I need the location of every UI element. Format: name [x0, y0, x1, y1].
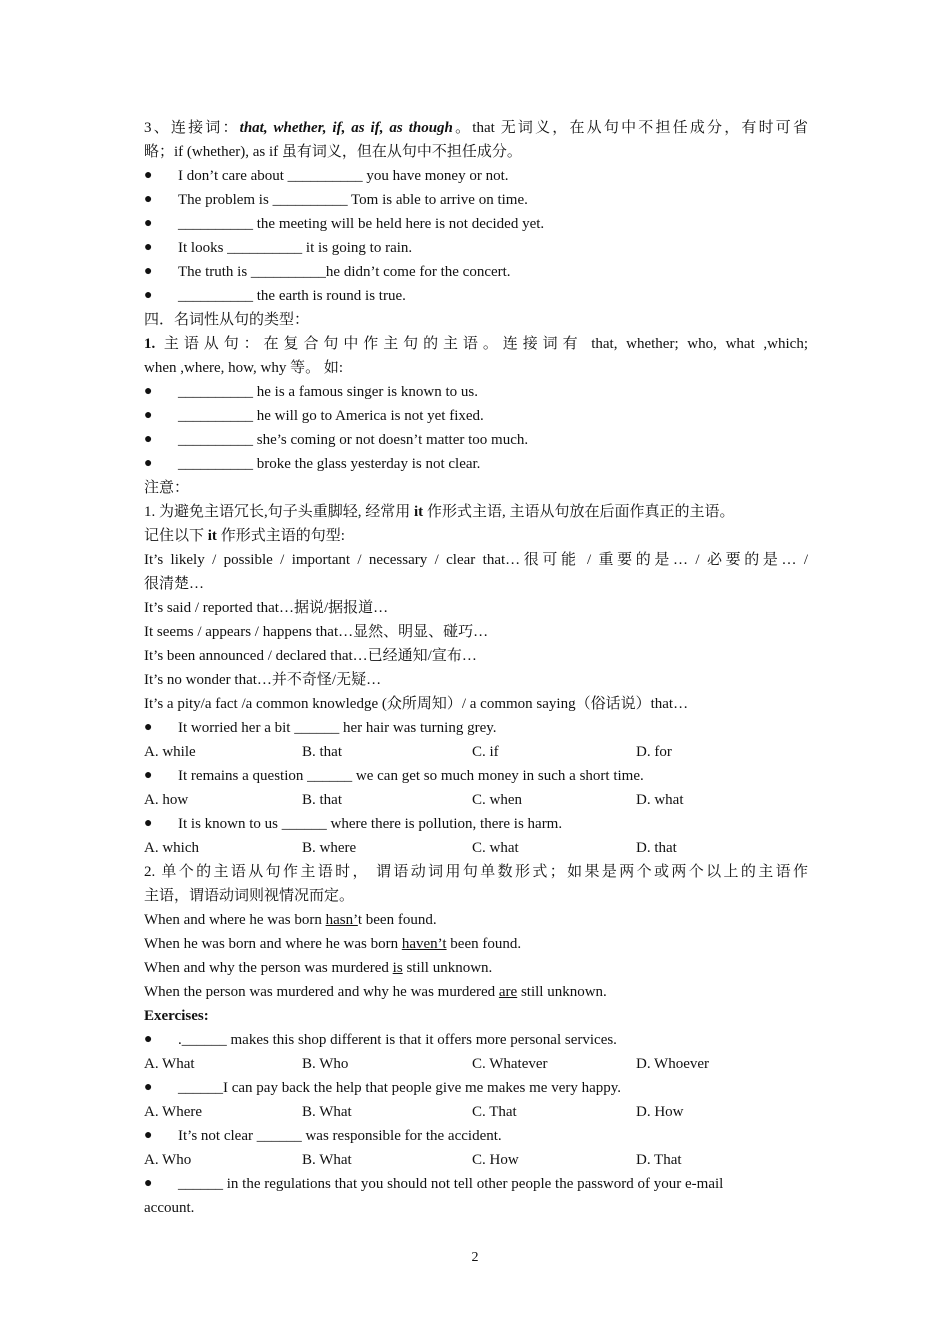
bullet-item: ● __________ he will go to America is not yet fixed.	[144, 404, 808, 428]
option-d: D. Whoever	[636, 1056, 710, 1072]
example-text: still unknown.	[517, 984, 607, 1000]
connectives-line-2: 略；if (whether), as if 虽有词义，但在从句中不担任成分。	[144, 144, 522, 160]
pattern-line: It’s likely / possible / important / necessary / clear that…很可能 / 重要的是… / 必要的是… /	[144, 552, 808, 568]
connectives-label: 3、连接词：	[144, 120, 240, 136]
question-stem: ● It worried her a bit ______ her hair was turning grey.	[144, 716, 808, 740]
option-a: A. Where	[144, 1104, 203, 1120]
option-a: A. What	[144, 1056, 195, 1072]
option-b: B. that	[302, 744, 342, 760]
question-stem: ● It is known to us ______ where there is pollution, there is harm.	[144, 812, 808, 836]
option-b: B. What	[302, 1152, 352, 1168]
option-b: B. that	[302, 792, 342, 808]
option-d: D. what	[636, 792, 684, 808]
note-text: 作形式主语的句型:	[216, 528, 345, 544]
note-text: 1. 为避免主语冗长,句子头重脚轻, 经常用	[144, 504, 415, 520]
option-b: B. where	[302, 840, 357, 856]
option-b: B. Who	[302, 1056, 349, 1072]
options-row	[144, 788, 808, 812]
note-keyword: it	[414, 504, 424, 520]
pattern-line: It’s no wonder that…并不奇怪/无疑…	[144, 672, 382, 688]
note-2-line-2: 主语，谓语动词则视情况而定。	[144, 888, 355, 904]
example-text: When and where he was born	[144, 912, 326, 928]
exercises-heading: Exercises:	[144, 1008, 209, 1024]
bullet-item: ● __________ broke the glass yesterday is not clear.	[144, 452, 808, 476]
question-stem: ● .______ makes this shop different is that it offers more personal services.	[144, 1028, 808, 1052]
option-a: A. Who	[144, 1152, 192, 1168]
note-heading: 注意：	[144, 480, 190, 496]
options-row	[144, 740, 808, 764]
question-stem: ● ______I can pay back the help that people give me makes me very happy.	[144, 1076, 808, 1100]
section-heading: 四．名词性从句的类型：	[144, 312, 310, 328]
pattern-line: It’s said / reported that…据说/据报道…	[144, 600, 389, 616]
option-a: A. how	[144, 792, 189, 808]
option-d: D. that	[636, 840, 677, 856]
options-row	[144, 1052, 808, 1076]
pattern-line: It’s been announced / declared that…已经通知/宣布…	[144, 648, 477, 664]
note-keyword: it	[207, 528, 217, 544]
option-c: C. Whatever	[472, 1056, 548, 1072]
connective-words: that, whether, if, as if, as though	[239, 120, 453, 136]
example-text: t been found.	[357, 912, 437, 928]
option-c: C. if	[472, 744, 499, 760]
example-text: been found.	[446, 936, 522, 952]
question-stem-continued: account.	[144, 1200, 195, 1216]
example-sentence	[144, 956, 808, 980]
example-sentence	[144, 908, 808, 932]
option-a: A. which	[144, 840, 199, 856]
options-row	[144, 1100, 808, 1124]
pattern-line: It’s a pity/a fact /a common knowledge (众所周知）/ a common saying（俗话说）that…	[144, 696, 689, 712]
item-number: 1.	[144, 336, 156, 352]
note-text: 记住以下	[144, 528, 208, 544]
question-stem: ● ______ in the regulations that you should not tell other people the password of your e-mail	[144, 1172, 808, 1196]
option-c: C. That	[472, 1104, 517, 1120]
subject-clause-line-2: when ,where, how, why 等。 如:	[144, 360, 343, 376]
example-text: When the person was murdered and why he was murdered	[144, 984, 499, 1000]
option-a: A. while	[144, 744, 196, 760]
underlined-verb: is	[392, 960, 403, 976]
question-stem: ● It’s not clear ______ was responsible for the accident.	[144, 1124, 808, 1148]
option-d: D. That	[636, 1152, 682, 1168]
bullet-item: ● __________ she’s coming or not doesn’t matter too much.	[144, 428, 808, 452]
example-text: When and why the person was murdered	[144, 960, 393, 976]
option-d: D. How	[636, 1104, 684, 1120]
document-page	[144, 116, 808, 1220]
note-2-line-1: 2. 单个的主语从句作主语时， 谓语动词用句单数形式；如果是两个或两个以上的主语作	[144, 864, 808, 880]
note-text: 作形式主语, 主语从句放在后面作真正的主语。	[423, 504, 735, 520]
bullet-item: ● The truth is __________he didn’t come for the concert.	[144, 260, 808, 284]
bullet-item: ● __________ he is a famous singer is known to us.	[144, 380, 808, 404]
page-number: 2	[471, 1250, 479, 1265]
subject-clause-line-1	[144, 332, 808, 356]
bullet-item: ● I don’t care about __________ you have money or not.	[144, 164, 808, 188]
pattern-line: 很清楚…	[144, 576, 205, 592]
example-sentence	[144, 980, 808, 1004]
pattern-line: It seems / appears / happens that…显然、明显、碰巧…	[144, 624, 489, 640]
options-row	[144, 836, 808, 860]
example-text: When he was born and where he was born	[144, 936, 402, 952]
example-sentence	[144, 932, 808, 956]
connectives-line-1	[144, 116, 808, 140]
note-1-line-1	[144, 500, 808, 524]
option-c: C. when	[472, 792, 522, 808]
underlined-verb: hasn’	[325, 912, 358, 928]
option-c: C. what	[472, 840, 519, 856]
underlined-verb: haven’t	[401, 936, 447, 952]
bullet-item: ● __________ the earth is round is true.	[144, 284, 808, 308]
bullet-item: ● __________ the meeting will be held here is not decided yet.	[144, 212, 808, 236]
underlined-verb: are	[498, 984, 518, 1000]
note-1-line-2	[144, 524, 808, 548]
connectives-text: 。that 无词义，在从句中不担任成分，有时可省	[452, 120, 808, 136]
options-row	[144, 1148, 808, 1172]
option-c: C. How	[472, 1152, 519, 1168]
question-stem: ● It remains a question ______ we can get so much money in such a short time.	[144, 764, 808, 788]
option-d: D. for	[636, 744, 672, 760]
bullet-item: ● It looks __________ it is going to rain.	[144, 236, 808, 260]
option-b: B. What	[302, 1104, 352, 1120]
bullet-item: ● The problem is __________ Tom is able to arrive on time.	[144, 188, 808, 212]
example-text: still unknown.	[402, 960, 493, 976]
subject-clause-text: 主语从句：在复合句中作主句的主语。连接词有 that, whether; who, what ,which;	[155, 336, 808, 352]
